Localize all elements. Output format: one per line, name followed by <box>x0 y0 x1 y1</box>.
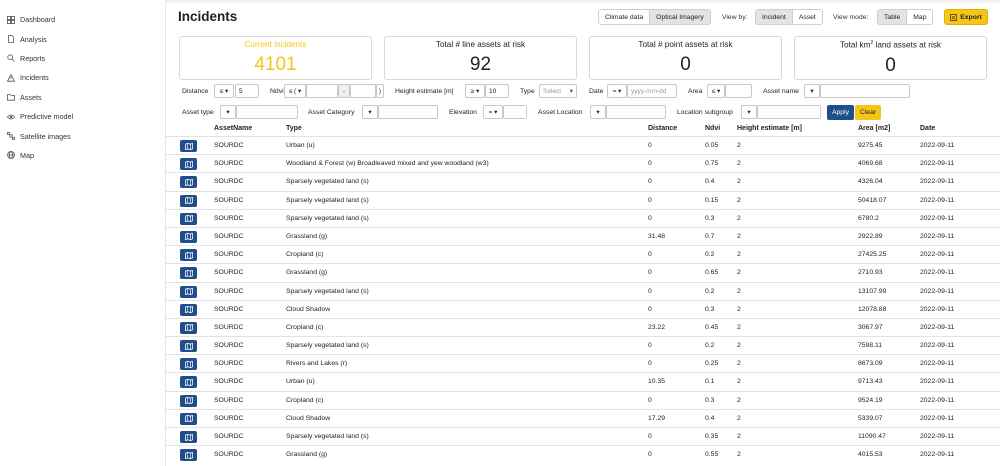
card-title: Total # point assets at risk <box>638 40 733 49</box>
cell-date: 2022-09-11 <box>920 305 955 313</box>
map-icon <box>185 324 193 331</box>
line-assets-card <box>384 36 577 80</box>
map-icon <box>185 415 193 422</box>
cell-area: 3067.97 <box>858 323 883 331</box>
cell-height: 2 <box>737 269 741 277</box>
current-incidents-card <box>179 36 372 80</box>
cell-area: 8673.09 <box>858 360 883 368</box>
cell-type: Cropland (c) <box>286 251 324 259</box>
cell-distance: 0 <box>648 342 652 350</box>
cell-area: 9524.19 <box>858 396 883 404</box>
cell-area: 2710.93 <box>858 269 883 277</box>
satellite-icon <box>7 132 15 140</box>
cell-type: Grassland (g) <box>286 269 328 277</box>
cell-distance: 10.35 <box>648 378 666 386</box>
cell-height: 2 <box>737 396 741 404</box>
map-icon <box>185 233 193 240</box>
globe-icon <box>7 151 15 159</box>
cell-assetname: SOURDC <box>214 287 244 295</box>
map-icon <box>185 306 193 313</box>
view-by-incident-button[interactable]: Incident <box>756 10 792 24</box>
cell-ndvi: 0.3 <box>705 214 715 222</box>
cell-type: Urban (u) <box>286 378 315 386</box>
folder-icon <box>7 93 15 101</box>
asset-category-operator-select[interactable]: ▾ <box>362 105 378 119</box>
table-row <box>166 227 1000 245</box>
cell-area: 27425.25 <box>858 251 887 259</box>
cell-date: 2022-09-11 <box>920 414 955 422</box>
asset-location-input[interactable] <box>606 105 666 119</box>
asset-category-input[interactable] <box>378 105 438 119</box>
sidebar-item-dashboard[interactable] <box>0 10 165 29</box>
location-subgroup-operator-select[interactable]: ▾ <box>741 105 757 119</box>
cell-assetname: SOURDC <box>214 360 244 368</box>
area-filter-label: Area <box>688 87 703 95</box>
area-operator-select[interactable]: ≤ ▾ <box>707 84 725 98</box>
view-on-map-button[interactable] <box>180 413 197 425</box>
cell-type: Sparsely vegetated land (s) <box>286 433 369 440</box>
column-header-ndvi[interactable]: Ndvi <box>705 125 721 132</box>
cell-height: 2 <box>737 378 741 386</box>
cell-assetname: SOURDC <box>214 378 244 386</box>
cell-ndvi: 0.3 <box>705 396 715 404</box>
cell-type: Cropland (c) <box>286 323 324 331</box>
cell-assetname: SOURDC <box>214 251 244 259</box>
cell-date: 2022-09-11 <box>920 251 955 259</box>
map-icon <box>185 343 193 350</box>
area-input[interactable] <box>725 84 752 98</box>
cell-height: 2 <box>737 451 741 459</box>
cell-height: 2 <box>737 178 741 186</box>
cell-type: Cloud Shadow <box>286 305 331 313</box>
sidebar-item-predictive-model[interactable] <box>0 107 165 126</box>
cell-type: Grassland (g) <box>286 451 328 459</box>
cell-area: 50418.07 <box>858 196 887 204</box>
cell-type: Sparsely vegetated land (s) <box>286 196 369 204</box>
column-header-date[interactable]: Date <box>920 125 936 132</box>
document-icon <box>7 35 15 43</box>
map-icon <box>185 452 193 459</box>
table-row <box>166 136 1000 154</box>
date-operator-select[interactable]: = ▾ <box>607 84 627 98</box>
search-report-icon <box>7 54 15 62</box>
date-input[interactable]: yyyy-mm-dd <box>627 84 677 98</box>
sidebar-item-label: Map <box>20 150 34 160</box>
cell-assetname: SOURDC <box>214 142 244 149</box>
ndvi-filter-label: Ndvi <box>270 87 284 95</box>
cell-date: 2022-09-11 <box>920 269 955 277</box>
cell-type: Urban (u) <box>286 142 315 149</box>
date-filter-label: Date <box>589 87 604 95</box>
cell-type: Rivers and Lakes (r) <box>286 360 348 368</box>
asset-location-filter-label: Asset Location <box>538 108 583 116</box>
cell-assetname: SOURDC <box>214 342 244 350</box>
sidebar-item-label: Dashboard <box>20 15 56 25</box>
table-row <box>166 300 1000 318</box>
cell-assetname: SOURDC <box>214 214 244 222</box>
card-title: Total $km^2$ land assets at risk <box>839 40 942 50</box>
height-filter-label: Height estimate [m] <box>395 87 454 95</box>
cell-area: 4326.04 <box>858 178 883 186</box>
cell-type: Grassland (g) <box>286 232 328 240</box>
view-on-map-button[interactable] <box>180 231 197 243</box>
sidebar-item-label: Incidents <box>20 73 49 83</box>
table-header <box>166 124 1000 136</box>
type-select[interactable]: Select ▾ <box>539 84 577 98</box>
table-row <box>166 336 1000 354</box>
cell-area: 12078.88 <box>858 305 887 313</box>
export-button[interactable] <box>944 9 988 25</box>
map-icon <box>185 397 193 404</box>
cell-area: 5339.07 <box>858 414 883 422</box>
asset-type-input[interactable] <box>236 105 298 119</box>
cell-height: 2 <box>737 342 741 350</box>
map-icon <box>185 252 193 259</box>
cell-distance: 0 <box>648 196 652 204</box>
cell-area: 2922.89 <box>858 232 883 240</box>
table-row <box>166 154 1000 172</box>
cell-date: 2022-09-11 <box>920 214 955 222</box>
cell-distance: 0 <box>648 142 652 149</box>
cell-ndvi: 0.15 <box>705 196 719 204</box>
sidebar-item-label: Satellite images <box>20 131 71 141</box>
view-mode-toggle <box>877 9 933 25</box>
point-assets-card <box>589 36 782 80</box>
table-row <box>166 263 1000 281</box>
column-header-distance[interactable]: Distance <box>648 125 678 132</box>
ndvi-close: ) <box>376 84 384 98</box>
height-input[interactable]: 10 <box>485 84 509 98</box>
cell-date: 2022-09-11 <box>920 142 955 149</box>
dashboard-icon <box>7 16 15 24</box>
table-row <box>166 318 1000 336</box>
map-icon <box>185 143 193 150</box>
cell-ndvi: 0.7 <box>705 232 715 240</box>
table-row <box>166 191 1000 209</box>
sidebar-item-label: Assets <box>20 92 42 102</box>
cell-assetname: SOURDC <box>214 232 244 240</box>
cell-height: 2 <box>737 214 741 222</box>
cell-distance: 0 <box>648 160 652 168</box>
cell-distance: 0 <box>648 396 652 404</box>
optical-imagery-button[interactable]: Optical Imagery <box>649 10 710 24</box>
table-row <box>166 391 1000 409</box>
table-body <box>166 136 1000 463</box>
cell-type: Sparsely vegetated land (s) <box>286 287 369 295</box>
asset-type-filter-label: Asset type <box>182 108 214 116</box>
asset-location-operator-select[interactable]: ▾ <box>590 105 606 119</box>
elevation-input[interactable] <box>503 105 527 119</box>
cell-assetname: SOURDC <box>214 305 244 313</box>
main-content <box>166 0 1000 466</box>
elevation-filter-label: Elevation <box>449 108 477 116</box>
cell-distance: 0 <box>648 451 652 459</box>
table-row <box>166 409 1000 427</box>
cell-assetname: SOURDC <box>214 451 244 459</box>
export-label: Export <box>960 13 982 21</box>
cell-assetname: SOURDC <box>214 178 244 186</box>
cell-height: 2 <box>737 414 741 422</box>
cell-assetname: SOURDC <box>214 196 244 204</box>
table-row <box>166 282 1000 300</box>
cell-height: 2 <box>737 196 741 204</box>
cell-area: 7598.11 <box>858 342 883 350</box>
cell-ndvi: 0.65 <box>705 269 719 277</box>
cell-height: 2 <box>737 305 741 313</box>
cell-distance: 0 <box>648 178 652 186</box>
view-on-map-button[interactable] <box>180 322 197 334</box>
column-header-type[interactable]: Type <box>286 125 302 132</box>
cell-assetname: SOURDC <box>214 323 244 331</box>
cell-date: 2022-09-11 <box>920 178 955 186</box>
clear-button[interactable]: Clear <box>855 105 881 120</box>
view-mode-map-button[interactable]: Map <box>906 10 932 24</box>
cell-assetname: SOURDC <box>214 433 244 440</box>
cell-height: 2 <box>737 251 741 259</box>
cell-distance: 0 <box>648 287 652 295</box>
cell-area: 13107.99 <box>858 287 887 295</box>
sidebar-item-satellite-images[interactable] <box>0 126 165 145</box>
cell-ndvi: 0.25 <box>705 360 719 368</box>
view-on-map-button[interactable] <box>180 286 197 298</box>
cell-type: Sparsely vegetated land (s) <box>286 178 369 186</box>
map-icon <box>185 197 193 204</box>
cell-height: 2 <box>737 232 741 240</box>
location-subgroup-input[interactable] <box>757 105 821 119</box>
view-mode-label: View mode: <box>833 14 869 21</box>
view-on-map-button[interactable] <box>180 431 197 443</box>
view-on-map-button[interactable] <box>180 449 197 461</box>
cell-area: 9713.43 <box>858 378 883 386</box>
cell-ndvi: 0.3 <box>705 305 715 313</box>
page-title: Incidents <box>178 9 238 24</box>
sidebar <box>0 0 166 466</box>
sidebar-item-incidents[interactable] <box>0 68 165 87</box>
export-icon <box>950 14 957 21</box>
ndvi-dash: - <box>338 84 350 98</box>
view-on-map-button[interactable] <box>180 176 197 188</box>
distance-filter-label: Distance <box>182 87 209 95</box>
table-row <box>166 172 1000 190</box>
cell-ndvi: 0.2 <box>705 342 715 350</box>
cell-distance: 23.22 <box>648 323 666 331</box>
map-icon <box>185 270 193 277</box>
cell-area: 6780.2 <box>858 214 879 222</box>
cell-date: 2022-09-11 <box>920 360 955 368</box>
cell-date: 2022-09-11 <box>920 196 955 204</box>
cell-distance: 31.48 <box>648 232 666 240</box>
distance-operator-select[interactable]: ≤ ▾ <box>214 84 234 98</box>
view-on-map-button[interactable] <box>180 267 197 279</box>
distance-input[interactable]: 5 <box>235 84 259 98</box>
view-by-label: View by: <box>722 14 748 21</box>
cell-distance: 0 <box>648 360 652 368</box>
height-operator-select[interactable]: ≥ ▾ <box>465 84 485 98</box>
cell-distance: 0 <box>648 269 652 277</box>
cell-ndvi: 0.75 <box>705 160 719 168</box>
cell-date: 2022-09-11 <box>920 342 955 350</box>
ndvi-operator-select[interactable]: ≤ ( ▾ <box>284 84 306 98</box>
asset-type-operator-select[interactable]: ▾ <box>220 105 236 119</box>
cell-date: 2022-09-11 <box>920 433 955 440</box>
map-icon <box>185 179 193 186</box>
cell-distance: 0 <box>648 433 652 440</box>
view-on-map-button[interactable] <box>180 213 197 225</box>
asset-name-filter-label: Asset name <box>763 87 799 95</box>
map-icon <box>185 161 193 168</box>
cell-assetname: SOURDC <box>214 414 244 422</box>
data-source-toggle <box>598 9 711 25</box>
view-on-map-button[interactable] <box>180 249 197 261</box>
asset-name-input[interactable] <box>820 84 910 98</box>
table-row <box>166 445 1000 463</box>
sidebar-item-label: Predictive model <box>20 112 74 122</box>
cell-area: 4015.53 <box>858 451 883 459</box>
map-icon <box>185 215 193 222</box>
type-filter-label: Type <box>520 87 535 95</box>
cell-ndvi: 0.1 <box>705 378 715 386</box>
cell-assetname: SOURDC <box>214 396 244 404</box>
cell-date: 2022-09-11 <box>920 378 955 386</box>
cell-type: Cropland (c) <box>286 396 324 404</box>
cell-height: 2 <box>737 142 741 149</box>
cell-date: 2022-09-11 <box>920 160 955 168</box>
location-subgroup-filter-label: Location subgroup <box>677 108 733 116</box>
elevation-operator-select[interactable]: = ▾ <box>483 105 503 119</box>
map-icon <box>185 379 193 386</box>
cell-date: 2022-09-11 <box>920 232 955 240</box>
cell-date: 2022-09-11 <box>920 287 955 295</box>
view-on-map-button[interactable] <box>180 395 197 407</box>
table-row <box>166 354 1000 372</box>
cell-area: 4069.68 <box>858 160 883 168</box>
cell-height: 2 <box>737 433 741 440</box>
view-by-asset-button[interactable]: Asset <box>792 10 822 24</box>
cell-assetname: SOURDC <box>214 160 244 168</box>
asset-name-operator-select[interactable]: ▾ <box>804 84 820 98</box>
view-on-map-button[interactable] <box>180 158 197 170</box>
cell-distance: 0 <box>648 305 652 313</box>
view-on-map-button[interactable] <box>180 140 197 152</box>
cell-assetname: SOURDC <box>214 269 244 277</box>
cell-ndvi: 0.2 <box>705 287 715 295</box>
cell-type: Sparsely vegetated land (s) <box>286 342 369 350</box>
view-mode-table-button[interactable]: Table <box>878 10 906 24</box>
map-icon <box>185 434 193 441</box>
cell-height: 2 <box>737 360 741 368</box>
sidebar-item-analysis[interactable] <box>0 29 165 48</box>
cell-area: 11090.47 <box>858 433 886 440</box>
ndvi-max-input[interactable] <box>350 84 376 98</box>
cell-distance: 0 <box>648 214 652 222</box>
cell-ndvi: 0.2 <box>705 251 715 259</box>
cell-type: Woodland & Forest (w) Broadleaved mixed and yew woodland (w3) <box>286 160 489 168</box>
view-on-map-button[interactable] <box>180 340 197 352</box>
table-row <box>166 427 1000 445</box>
cell-height: 2 <box>737 160 741 168</box>
column-header-height[interactable]: Height estimate [m] <box>737 125 802 132</box>
land-assets-card <box>794 36 987 80</box>
cell-type: Sparsely vegetated land (s) <box>286 214 369 222</box>
cell-distance: 17.29 <box>648 414 666 422</box>
cell-ndvi: 0.4 <box>705 414 715 422</box>
view-on-map-button[interactable] <box>180 376 197 388</box>
cell-area: 9275.45 <box>858 142 883 149</box>
cell-ndvi: 0.35 <box>705 433 719 440</box>
apply-button[interactable]: Apply <box>827 105 854 120</box>
map-icon <box>185 288 193 295</box>
sidebar-item-assets[interactable] <box>0 88 165 107</box>
sidebar-item-map[interactable] <box>0 146 165 165</box>
column-header-assetname[interactable]: AssetName <box>214 125 253 132</box>
cell-ndvi: 0.55 <box>705 451 719 459</box>
card-value: 0 <box>885 54 896 76</box>
map-icon <box>185 361 193 368</box>
ndvi-min-input[interactable] <box>306 84 338 98</box>
cell-ndvi: 0.05 <box>705 142 719 149</box>
table-row <box>166 245 1000 263</box>
asset-category-filter-label: Asset Category <box>308 108 355 116</box>
card-value: 0 <box>680 54 691 75</box>
table-row <box>166 209 1000 227</box>
view-on-map-button[interactable] <box>180 304 197 316</box>
view-on-map-button[interactable] <box>180 358 197 370</box>
cell-ndvi: 0.45 <box>705 323 719 331</box>
view-on-map-button[interactable] <box>180 195 197 207</box>
table-row <box>166 372 1000 390</box>
cell-date: 2022-09-11 <box>920 323 955 331</box>
card-title: Current incidents <box>244 40 307 49</box>
sidebar-item-reports[interactable] <box>0 49 165 68</box>
cell-date: 2022-09-11 <box>920 451 955 459</box>
warning-triangle-icon <box>7 74 15 82</box>
sidebar-item-label: Analysis <box>20 34 47 44</box>
card-title: Total # line assets at risk <box>435 40 526 49</box>
column-header-area[interactable]: Area [m2] <box>858 125 891 132</box>
view-by-toggle <box>755 9 823 25</box>
cell-distance: 0 <box>648 251 652 259</box>
cell-height: 2 <box>737 287 741 295</box>
cell-type: Cloud Shadow <box>286 414 331 422</box>
eye-icon <box>7 113 15 121</box>
climate-data-button[interactable]: Climate data <box>599 10 649 24</box>
card-value: 4101 <box>254 54 297 75</box>
sidebar-item-label: Reports <box>20 53 46 63</box>
card-value: 92 <box>469 54 492 75</box>
cell-height: 2 <box>737 323 741 331</box>
cell-date: 2022-09-11 <box>920 396 955 404</box>
cell-ndvi: 0.4 <box>705 178 715 186</box>
